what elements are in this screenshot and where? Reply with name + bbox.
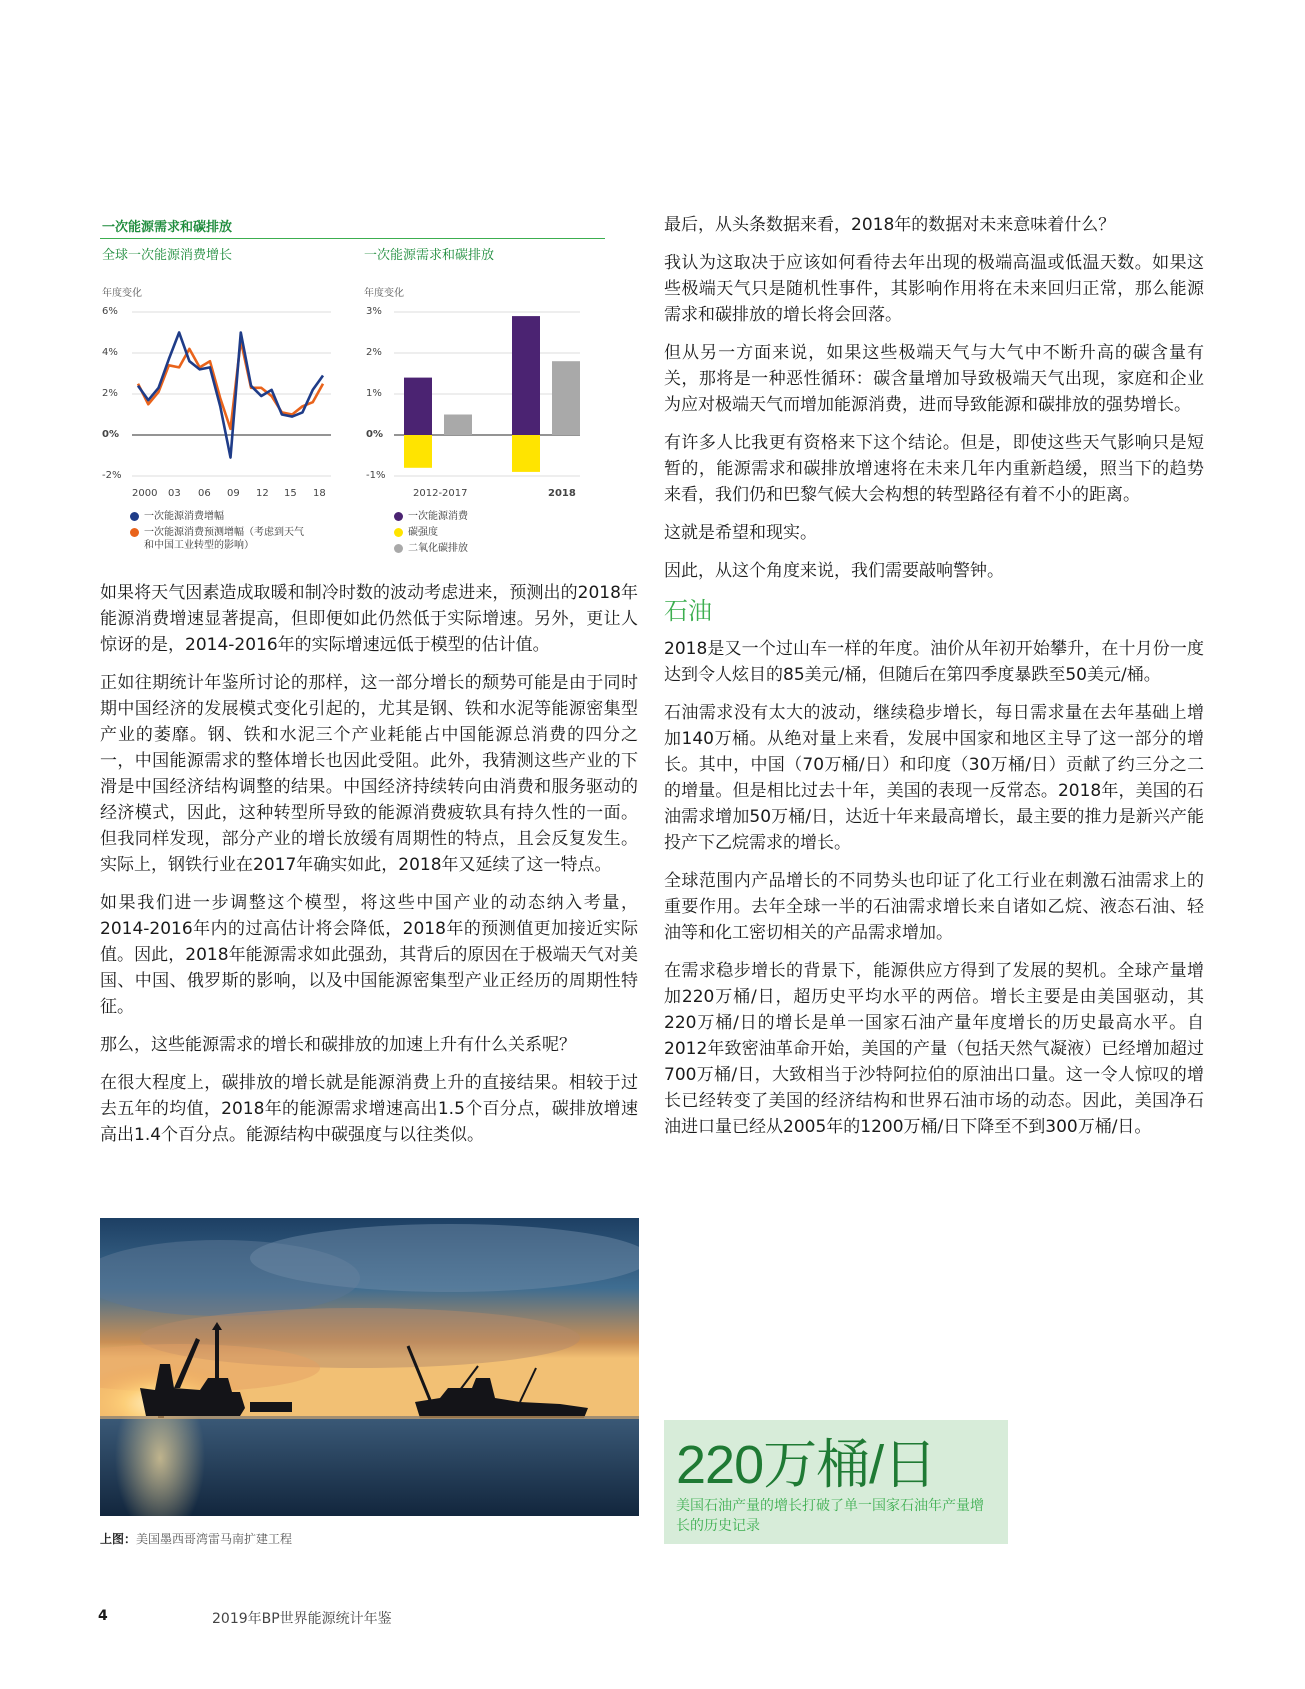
bar-legend-item: 碳强度 [394, 526, 438, 539]
bar-ytick: 0% [366, 429, 383, 440]
bar-xtick: 2018 [548, 488, 576, 499]
bar-chart [394, 304, 604, 484]
offshore-platform-photo [100, 1218, 639, 1516]
bar-ytick: -1% [366, 470, 386, 481]
body-paragraph: 最后，从头条数据来看，2018年的数据对未来意味着什么？ [664, 215, 1116, 235]
series-line [138, 333, 323, 458]
chart-panel [100, 212, 605, 572]
right-column [664, 212, 1204, 1152]
bar-ytick: 2% [366, 347, 382, 358]
line-chart-unit: 年度变化 [102, 288, 142, 299]
body-paragraph: 全球范围内产品增长的不同势头也印证了化工行业在刺激石油需求上的重要作用。去年全球一半的石油需求增长来自诸如乙烷、液态石油、轻油等和化工密切相关的产品需求增加。 [664, 871, 1204, 943]
bar-chart-subtitle: 一次能源需求和碳排放 [364, 248, 495, 263]
line-xtick: 12 [256, 488, 269, 499]
body-paragraph: 在需求稳步增长的背景下，能源供应方得到了发展的契机。全球产量增加220万桶/日，超历史平均水平的两倍。增长主要是由美国驱动，其220万桶/日的增长是单一国家石油产量年度增长的历史最高水平。自2012年致密油革命开始，美国的产量（包括天然气凝液）已经增加超过700万桶/日，大致相当于沙特阿拉伯的原油出口量。这一令人惊叹的增长已经转变了美国的经济结构和世界石油市场的动态。因此，美国净石油进口量已经从2005年的1200万桶/日下降至不到300万桶/日。 [664, 961, 1204, 1137]
legend-dot [394, 512, 403, 521]
body-paragraph: 这就是希望和现实。 [664, 523, 817, 543]
body-paragraph: 正如往期统计年鉴所讨论的那样，这一部分增长的颓势可能是由于同时期中国经济的发展模式变化引起的，尤其是钢、铁和水泥等能源密集型产业的萎靡。钢、铁和水泥三个产业耗能占中国能源总消费的四分之一，中国能源需求的整体增长也因此受阻。此外，我猜测这些产业的下滑是中国经济结构调整的结果。中国经济持续转向由消费和服务驱动的经济模式，因此，这种转型所导致的能源消费疲软具有持久性的一面。但我同样发现，部分产业的增长放缓有周期性的特点，且会反复发生。实际上，钢铁行业在2017年确实如此，2018年又延续了这一特点。 [100, 673, 638, 875]
line-xtick: 18 [313, 488, 326, 499]
line-chart-subtitle: 全球一次能源消费增长 [102, 248, 233, 263]
line-ytick: 4% [102, 347, 118, 358]
body-paragraph: 因此，从这个角度来说，我们需要敲响警钟。 [664, 561, 1004, 581]
line-ytick: 0% [102, 429, 119, 440]
body-paragraph: 如果将天气因素造成取暖和制冷时数的波动考虑进来，预测出的2018年能源消费增速显著提高，但即便如此仍然低于实际增速。另外，更让人惊讶的是，2014-2016年的实际增速远低于模型的估计值。 [100, 583, 638, 655]
body-paragraph: 在很大程度上，碳排放的增长就是能源消费上升的直接结果。相较于过去五年的均值，2018年的能源需求增速高出1.5个百分点，碳排放增速高出1.4个百分点。能源结构中碳强度与以往类似。 [100, 1073, 638, 1145]
bar [512, 316, 540, 435]
line-xtick: 09 [227, 488, 240, 499]
legend-dot [394, 528, 403, 537]
line-xtick: 03 [168, 488, 181, 499]
bar [404, 378, 432, 435]
chart-panel-rule [100, 238, 605, 239]
bar-xtick: 2012-2017 [413, 488, 468, 499]
section-heading-oil: 石油 [664, 597, 712, 625]
bar-legend-item: 一次能源消费 [394, 510, 468, 523]
body-paragraph: 有许多人比我更有资格来下这个结论。但是，即使这些天气影响只是短暂的，能源需求和碳排放增速将在未来几年内重新趋缓，照当下的趋势来看，我们仍和巴黎气候大会构想的转型路径有着不小的距离。 [664, 433, 1204, 505]
legend-dot [394, 544, 403, 553]
line-legend-item-cont: 和中国工业转型的影响） [144, 540, 254, 551]
line-ytick: 2% [102, 388, 118, 399]
footer-title: 2019年BP世界能源统计年鉴 [212, 1611, 392, 1627]
bar [552, 361, 580, 435]
line-xtick: 15 [284, 488, 297, 499]
body-paragraph: 2018是又一个过山车一样的年度。油价从年初开始攀升，在十月份一度达到令人炫目的85美元/桶，但随后在第四季度暴跌至50美元/桶。 [664, 639, 1204, 685]
body-paragraph: 但从另一方面来说，如果这些极端天气与大气中不断升高的碳含量有关，那将是一种恶性循环：碳含量增加导致极端天气出现，家庭和企业为应对极端天气而增加能源消费，进而导致能源和碳排放的强势增长。 [664, 343, 1204, 415]
line-chart [132, 304, 432, 484]
legend-dot [130, 528, 139, 537]
callout-box [664, 1420, 1008, 1544]
photo-caption: 上图：美国墨西哥湾雷马南扩建工程 [100, 1532, 293, 1546]
line-legend-item: 一次能源消费预测增幅（考虑到天气 [130, 526, 304, 539]
left-column [100, 580, 638, 1160]
line-ytick: -2% [102, 470, 122, 481]
bar [512, 435, 540, 472]
bar-chart-unit: 年度变化 [364, 288, 404, 299]
bar-ytick: 1% [366, 388, 382, 399]
body-paragraph: 石油需求没有太大的波动，继续稳步增长，每日需求量在去年基础上增加140万桶。从绝对量上来看，发展中国家和地区主导了这一部分的增长。其中，中国（70万桶/日）和印度（30万桶/日）贡献了约三分之二的增量。但是相比过去十年，美国的表现一反常态。2018年，美国的石油需求增加50万桶/日，达近十年来最高增长，最主要的推力是新兴产能投产下乙烷需求的增长。 [664, 703, 1204, 853]
line-xtick: 06 [198, 488, 211, 499]
body-paragraph: 我认为这取决于应该如何看待去年出现的极端高温或低温天数。如果这些极端天气只是随机性事件，其影响作用将在未来回归正常，那么能源需求和碳排放的增长将会回落。 [664, 253, 1204, 325]
legend-dot [130, 512, 139, 521]
line-ytick: 6% [102, 306, 118, 317]
callout-figure: 220万桶/日 [676, 1435, 937, 1495]
bar-ytick: 3% [366, 306, 382, 317]
chart-panel-title: 一次能源需求和碳排放 [102, 220, 233, 235]
body-paragraph: 那么，这些能源需求的增长和碳排放的加速上升有什么关系呢？ [100, 1035, 576, 1055]
body-paragraph: 如果我们进一步调整这个模型，将这些中国产业的动态纳入考量，2014-2016年内的过高估计将会降低，2018年的预测值更加接近实际值。因此，2018年能源需求如此强劲，其背后的原因在于极端天气对美国、中国、俄罗斯的影响，以及中国能源密集型产业正经历的周期性特征。 [100, 893, 638, 1017]
bar [404, 435, 432, 468]
bar [444, 415, 472, 436]
bar-legend-item: 二氧化碳排放 [394, 542, 468, 555]
line-xtick: 2000 [132, 488, 158, 499]
page-number: 4 [98, 1608, 108, 1624]
callout-description: 美国石油产量的增长打破了单一国家石油年产量增长的历史记录 [676, 1498, 984, 1534]
line-legend-item: 一次能源消费增幅 [130, 510, 224, 523]
